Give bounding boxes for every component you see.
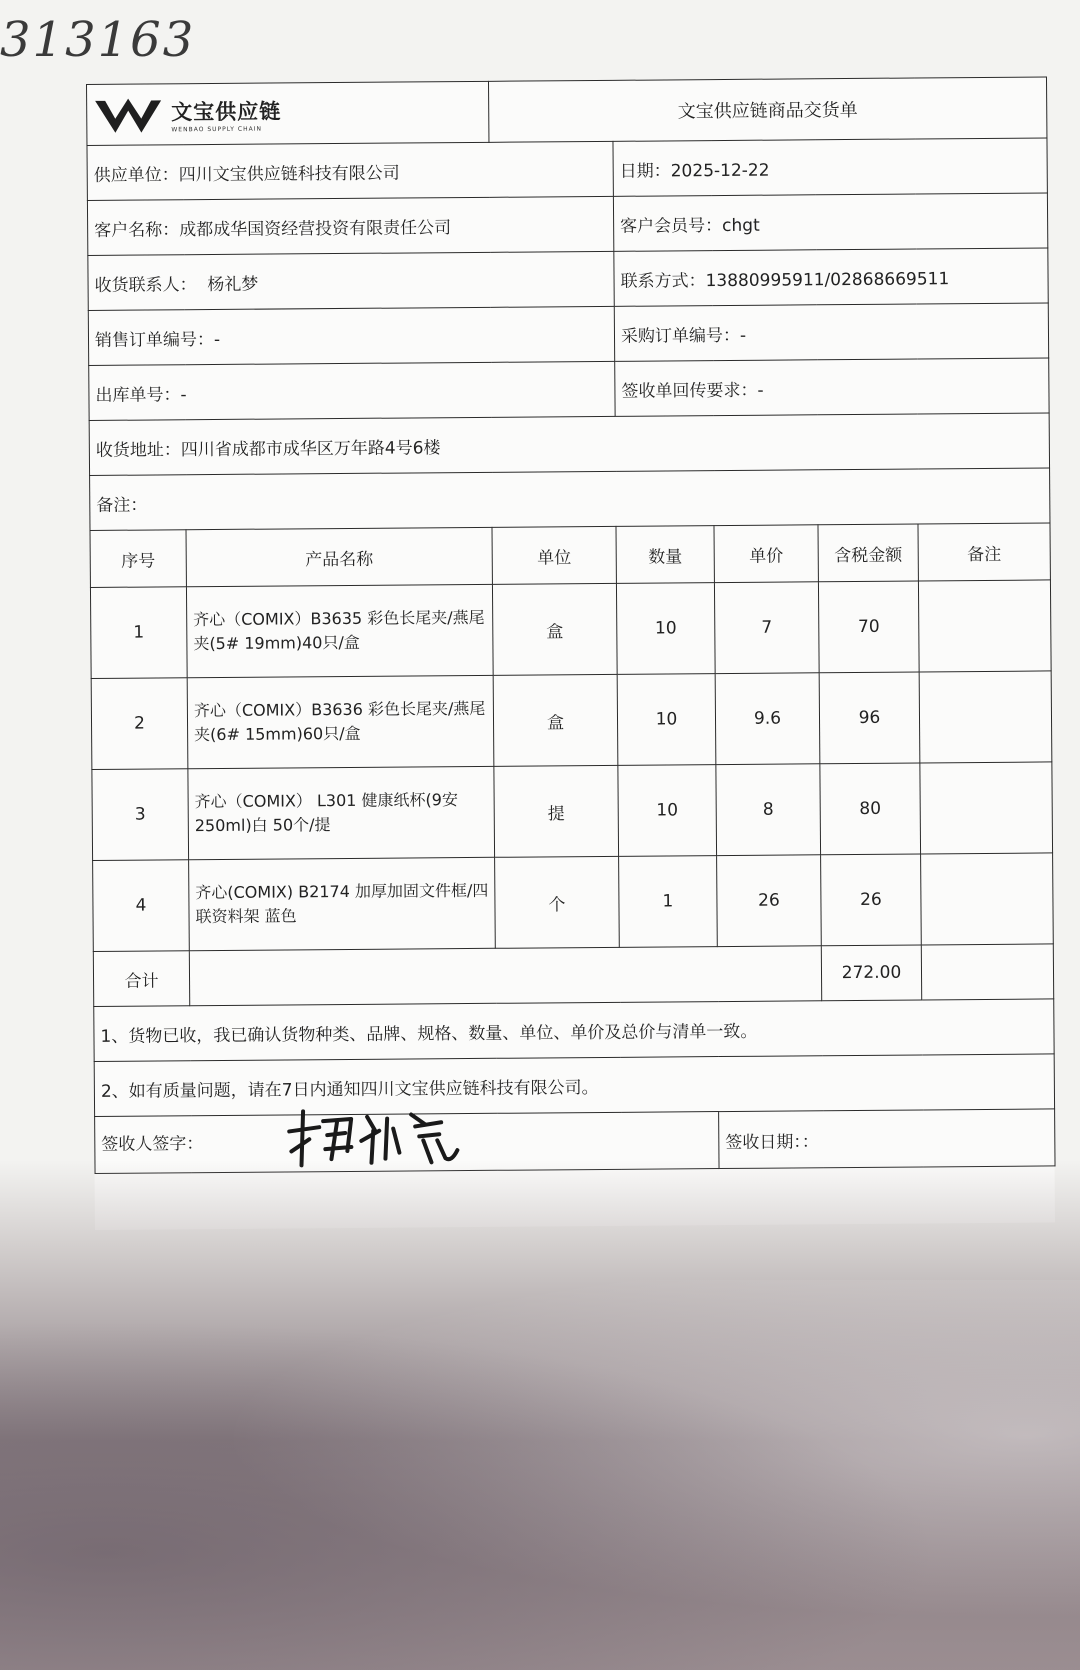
customer-name-field bbox=[87, 196, 613, 255]
row-no: 1 bbox=[90, 587, 187, 679]
row-qty: 10 bbox=[618, 765, 717, 857]
items-header-row bbox=[90, 523, 1050, 588]
handwritten-note: 313163 bbox=[0, 12, 196, 68]
signature-field bbox=[95, 1112, 719, 1174]
customer-name-label: 客户名称： bbox=[94, 219, 180, 241]
receiver-field bbox=[88, 251, 614, 310]
header-unit: 单位 bbox=[492, 526, 616, 584]
purchase-order-field bbox=[614, 303, 1048, 361]
contact-value: 13880995911/02868669511 bbox=[705, 268, 950, 291]
header-price: 单价 bbox=[714, 525, 818, 583]
contact-field bbox=[614, 248, 1048, 306]
receipt-return-value: - bbox=[757, 380, 764, 401]
signature-label: 签收人签字： bbox=[101, 1134, 204, 1155]
address-label: 收货地址： bbox=[95, 439, 181, 461]
header-qty: 数量 bbox=[616, 526, 714, 584]
receiver-value: 杨礼梦 bbox=[207, 274, 259, 295]
sign-date-value: ： bbox=[801, 1131, 819, 1152]
delivery-note-sheet bbox=[86, 76, 1055, 1230]
row-amount: 70 bbox=[818, 581, 919, 673]
date-label: 日期： bbox=[619, 160, 671, 182]
logo-mark-icon bbox=[93, 92, 163, 137]
row-price: 8 bbox=[716, 764, 821, 856]
sales-order-field bbox=[88, 306, 614, 365]
remarks-field bbox=[90, 468, 1050, 531]
row-no: 4 bbox=[93, 860, 190, 952]
member-no-field bbox=[613, 193, 1047, 251]
header-no: 序号 bbox=[90, 530, 186, 588]
signature-image bbox=[281, 1100, 472, 1171]
date-value: 2025-12-22 bbox=[670, 160, 770, 181]
row-product-name: 齐心（COMIX）B3635 彩色长尾夹/燕尾夹(5# 19mm)40只/盒 bbox=[186, 584, 493, 677]
row-no: 2 bbox=[91, 678, 188, 770]
address-field bbox=[89, 413, 1049, 476]
sign-date-field bbox=[719, 1109, 1055, 1169]
company-logo bbox=[93, 90, 482, 137]
row-qty: 10 bbox=[616, 583, 715, 675]
row-note bbox=[919, 671, 1052, 763]
sign-date-label: 签收日期： bbox=[725, 1131, 802, 1153]
row-amount: 80 bbox=[820, 763, 921, 855]
total-blank bbox=[189, 946, 821, 1006]
row-product-name: 齐心（COMIX）B3636 彩色长尾夹/燕尾夹(6# 15mm)60只/盒 bbox=[187, 675, 494, 768]
member-no-value: chgt bbox=[722, 215, 760, 236]
row-unit: 个 bbox=[495, 856, 620, 948]
date-field bbox=[613, 138, 1047, 196]
customer-name-value: 成都成华国资经营投资有限责任公司 bbox=[179, 217, 452, 240]
supplier-value: 四川文宝供应链科技有限公司 bbox=[178, 163, 400, 185]
logo-subtitle: WENBAO SUPPLY CHAIN bbox=[171, 125, 262, 133]
receipt-return-field bbox=[615, 358, 1049, 416]
header-amount: 含税金额 bbox=[818, 524, 918, 582]
row-unit: 盒 bbox=[492, 583, 617, 675]
row-qty: 1 bbox=[619, 856, 718, 948]
term-2: 2、如有质量问题，请在7日内通知四川文宝供应链科技有限公司。 bbox=[94, 1054, 1054, 1117]
row-product-name: 齐心(COMIX) B2174 加厚加固文件框/四联资料架 蓝色 bbox=[189, 857, 496, 950]
header-note: 备注 bbox=[918, 523, 1050, 581]
purchase-order-value: - bbox=[739, 325, 747, 346]
row-amount: 96 bbox=[819, 672, 920, 764]
shadow-overlay-2 bbox=[0, 1280, 1080, 1670]
row-qty: 10 bbox=[617, 674, 716, 766]
logo-cell bbox=[87, 81, 489, 145]
table-row bbox=[90, 580, 1051, 679]
row-note bbox=[921, 853, 1054, 945]
remarks-label: 备注： bbox=[96, 495, 148, 516]
sales-order-label: 销售订单编号： bbox=[94, 329, 215, 351]
total-label: 合计 bbox=[93, 951, 189, 1007]
document-title: 文宝供应链商品交货单 bbox=[488, 77, 1046, 142]
total-note bbox=[921, 944, 1053, 1000]
outbound-no-value: - bbox=[180, 384, 187, 405]
header-product-name: 产品名称 bbox=[186, 527, 492, 586]
row-note bbox=[920, 762, 1053, 854]
outbound-no-field bbox=[89, 361, 615, 420]
supplier-label: 供应单位： bbox=[93, 164, 179, 186]
contact-label: 联系方式： bbox=[620, 270, 706, 292]
row-amount: 26 bbox=[821, 854, 922, 946]
delivery-note-table bbox=[86, 76, 1056, 1174]
total-row bbox=[93, 944, 1053, 1007]
table-row bbox=[92, 762, 1053, 861]
term-1: 1、货物已收，我已确认货物种类、品牌、规格、数量、单位、单价及总价与清单一致。 bbox=[94, 999, 1054, 1062]
row-unit: 盒 bbox=[493, 674, 618, 766]
row-price: 7 bbox=[714, 582, 819, 674]
outbound-no-label: 出库单号： bbox=[95, 384, 181, 406]
address-value: 四川省成都市成华区万年路4号6楼 bbox=[180, 437, 441, 460]
purchase-order-label: 采购订单编号： bbox=[620, 325, 741, 347]
member-no-label: 客户会员号： bbox=[620, 215, 723, 237]
table-row bbox=[91, 671, 1052, 770]
receiver-label: 收货联系人： bbox=[94, 274, 197, 296]
row-unit: 提 bbox=[494, 765, 619, 857]
row-no: 3 bbox=[92, 769, 189, 861]
row-product-name: 齐心（COMIX） L301 健康纸杯(9安250ml)白 50个/提 bbox=[188, 766, 495, 859]
row-note bbox=[918, 580, 1051, 672]
logo-name: 文宝供应链 bbox=[171, 98, 282, 124]
supplier-field bbox=[87, 141, 613, 200]
total-value: 272.00 bbox=[821, 945, 921, 1001]
receipt-return-label: 签收单回传要求： bbox=[621, 380, 758, 402]
row-price: 26 bbox=[717, 855, 822, 947]
row-price: 9.6 bbox=[715, 673, 820, 765]
sales-order-value: - bbox=[213, 329, 221, 350]
shadow-overlay bbox=[0, 1160, 1080, 1670]
table-row bbox=[93, 853, 1054, 952]
